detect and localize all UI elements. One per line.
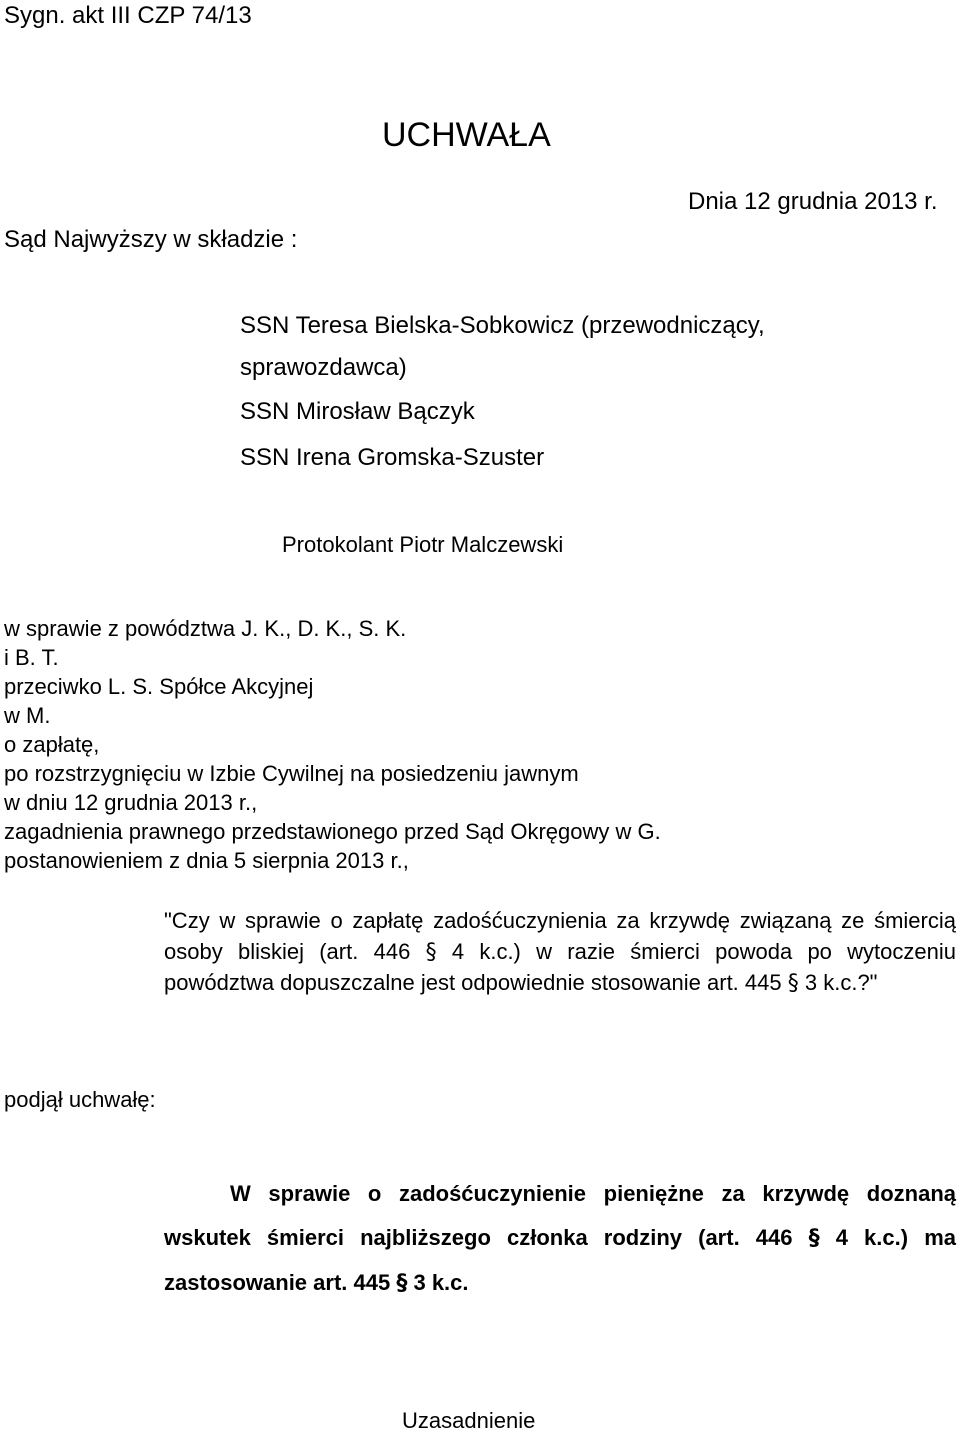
case-line: w dniu 12 grudnia 2013 r.,	[4, 790, 258, 815]
resolution-part: 4 k.c.) ma zastosowanie art. 445	[164, 1225, 956, 1295]
panel-line: SSN Mirosław Bączyk	[240, 398, 475, 425]
section-sign: §	[787, 971, 799, 996]
date-line: Dnia 12 grudnia 2013 r.	[688, 188, 938, 215]
legal-question	[164, 906, 956, 1000]
document-title: UCHWAŁA	[382, 116, 551, 154]
panel-line: SSN Teresa Bielska-Sobkowicz (przewodniczący,	[240, 312, 765, 339]
clerk-line: Protokolant Piotr Malczewski	[282, 532, 564, 557]
section-sign: §	[808, 1226, 820, 1251]
case-line: postanowieniem z dnia 5 sierpnia 2013 r.,	[4, 848, 409, 873]
resolution-text	[164, 1172, 956, 1306]
panel-line: SSN Irena Gromska-Szuster	[240, 444, 545, 471]
justification-heading: Uzasadnienie	[402, 1408, 536, 1433]
case-line: i B. T.	[4, 645, 59, 670]
case-line: o zapłatę,	[4, 732, 100, 757]
case-line: w M.	[4, 703, 51, 728]
panel-line: sprawozdawca)	[240, 354, 407, 381]
section-sign: §	[425, 939, 437, 965]
case-line: zagadnienia prawnego przedstawionego przed Sąd Okręgowy w G.	[4, 819, 661, 844]
resolution-part: 3 k.c.	[413, 1270, 469, 1295]
resolution-intro: podjął uchwałę:	[4, 1087, 156, 1112]
question-text: 3 k.c.?"	[804, 970, 878, 995]
question-text: 4 k.c.) w razie śmierci powoda po wytoczeniu powództwa dopuszczalne jest odpowiednie stosowanie art. 445	[164, 938, 956, 995]
question-text: "Czy w sprawie o zapłatę zadośćuczynienia za krzywdę związaną ze śmiercią osoby bliskiej (art. 446	[164, 908, 956, 964]
case-line: przeciwko L. S. Spółce Akcyjnej	[4, 674, 314, 699]
case-line: po rozstrzygnięciu w Izbie Cywilnej na posiedzeniu jawnym	[4, 761, 579, 786]
case-signature: Sygn. akt III CZP 74/13	[4, 2, 252, 29]
court-label: Sąd Najwyższy w składzie :	[4, 226, 298, 253]
case-line: w sprawie z powództwa J. K., D. K., S. K.	[4, 616, 407, 641]
section-sign: §	[396, 1271, 408, 1296]
resolution-part: W sprawie o zadośćuczynienie pieniężne za krzywdę doznaną wskutek śmierci najbliższego członka rodziny (art. 446	[164, 1181, 956, 1250]
